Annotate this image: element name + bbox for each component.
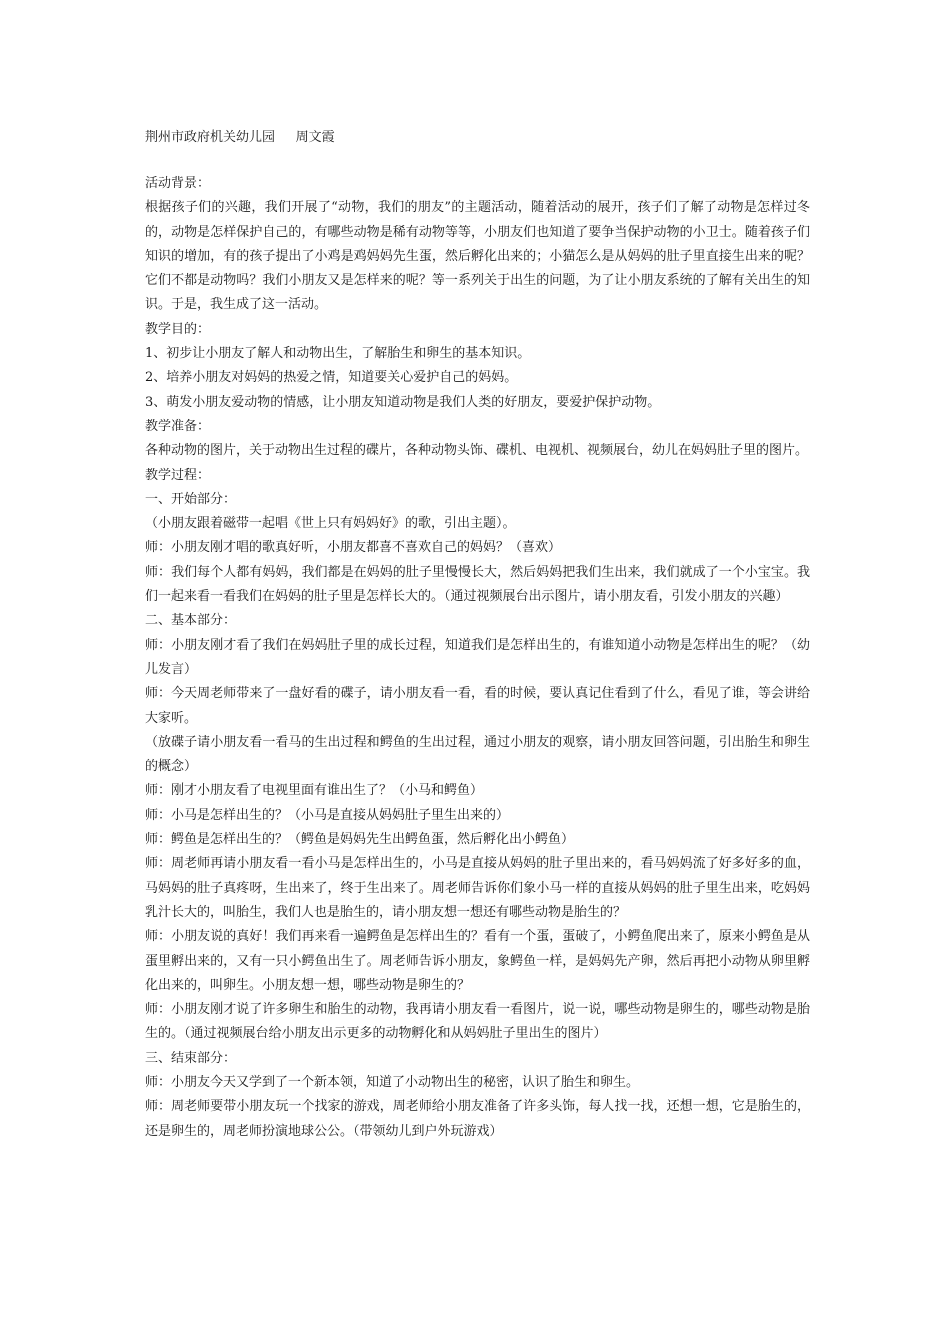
subsection-heading: 二、基本部分： [145, 613, 237, 629]
section-heading: 教学目的： [145, 321, 211, 337]
paragraph: 师：周老师再请小朋友看一看小马是怎样出生的，小马是直接从妈妈的肚子里出来的，看马妈妈流了好多好多的血，马妈妈的肚子真疼呀，生出来了，终于生出来了。周老师告诉你们象小马一样的直接从妈妈的肚子里生出来，吃妈妈乳汁长大的，叫胎生，我们人也是胎生的，请小朋友想一想还有哪些动物是胎生的？ [145, 856, 810, 920]
paragraph: 师：小马是怎样出生的？（小马是直接从妈妈肚子里生出来的） [145, 807, 510, 823]
author-line: 荆州市政府机关幼儿园 周文霞 [145, 130, 335, 145]
paragraph: 师：小朋友今天又学到了一个新本领，知道了小动物出生的秘密，认识了胎生和卵生。 [145, 1074, 640, 1090]
section-heading: 教学过程： [145, 467, 211, 483]
paragraph: 师：小朋友说的真好！我们再来看一遍鳄鱼是怎样出生的？看有一个蛋，蛋破了，小鳄鱼爬出来了，原来小鳄鱼是从蛋里孵出来的，又有一只小鳄鱼出生了。周老师告诉小朋友，象鳄鱼一样，是妈妈先产卵，然后再把小动物从卵里孵化出来的，叫卵生。小朋友想一想，哪些动物是卵生的？ [145, 929, 810, 993]
paragraph: （小朋友跟着磁带一起唱《世上只有妈妈好》的歌，引出主题）。 [145, 516, 516, 532]
document-page [145, 128, 810, 1144]
list-item: 1、初步让小朋友了解人和动物出生，了解胎生和卵生的基本知识。 [145, 346, 531, 362]
subsection-heading: 一、开始部分： [145, 491, 237, 507]
paragraph: 师：周老师要带小朋友玩一个找家的游戏，周老师给小朋友准备了许多头饰，每人找一找，还想一想，它是胎生的，还是卵生的，周老师扮演地球公公。（带领幼儿到户外玩游戏） [145, 1099, 810, 1139]
paragraph: 师：小朋友刚才唱的歌真好听，小朋友都喜不喜欢自己的妈妈？（喜欢） [145, 540, 562, 556]
document-body [145, 172, 810, 1144]
paragraph: 各种动物的图片，关于动物出生过程的碟片，各种动物头饰、碟机、电视机、视频展台，幼儿在妈妈肚子里的图片。 [145, 443, 809, 459]
paragraph: 根据孩子们的兴趣，我们开展了“动物，我们的朋友”的主题活动，随着活动的展开，孩子们了解了动物是怎样过冬的，动物是怎样保护自己的，有哪些动物是稀有动物等等，小朋友们也知道了要争当保护动物的小卫士。随着孩子们知识的增加，有的孩子提出了小鸡是鸡妈妈先生蛋，然后孵化出来的；小猫怎么是从妈妈的肚子里直接生出来的呢？它们不都是动物吗？我们小朋友又是怎样来的呢？等一系列关于出生的问题，为了让小朋友系统的了解有关出生的知识。于是，我生成了这一活动。 [145, 200, 810, 313]
list-item: 2、培养小朋友对妈妈的热爱之情，知道要关心爱护自己的妈妈。 [145, 370, 518, 386]
section-heading: 教学准备： [145, 418, 211, 434]
paragraph: 师：小朋友刚才说了许多卵生和胎生的动物，我再请小朋友看一看图片，说一说，哪些动物是卵生的，哪些动物是胎生的。（通过视频展台给小朋友出示更多的动物孵化和从妈妈肚子里出生的图片） [145, 1002, 810, 1042]
paragraph: 师：鳄鱼是怎样出生的？（鳄鱼是妈妈先生出鳄鱼蛋，然后孵化出小鳄鱼） [145, 832, 575, 848]
paragraph: 师：今天周老师带来了一盘好看的碟子，请小朋友看一看，看的时候，要认真记住看到了什么，看见了谁，等会讲给大家听。 [145, 686, 810, 726]
paragraph: 师：我们每个人都有妈妈，我们都是在妈妈的肚子里慢慢长大，然后妈妈把我们生出来，我们就成了一个小宝宝。我们一起来看一看我们在妈妈的肚子里是怎样长大的。（通过视频展台出示图片，请小朋友看，引发小朋友的兴趣） [145, 564, 810, 605]
paragraph: （放碟子请小朋友看一看马的生出过程和鳄鱼的生出过程，通过小朋友的观察，请小朋友回答问题，引出胎生和卵生的概念） [145, 734, 810, 775]
list-item: 3、萌发小朋友爱动物的情感，让小朋友知道动物是我们人类的好朋友，要爱护保护动物。 [145, 394, 661, 410]
subsection-heading: 三、结束部分： [145, 1050, 237, 1066]
paragraph: 师：小朋友刚才看了我们在妈妈肚子里的成长过程，知道我们是怎样出生的，有谁知道小动物是怎样出生的呢？（幼儿发言） [145, 637, 810, 677]
section-heading: 活动背景： [145, 176, 211, 191]
paragraph: 师：刚才小朋友看了电视里面有谁出生了？（小马和鳄鱼） [145, 783, 484, 799]
